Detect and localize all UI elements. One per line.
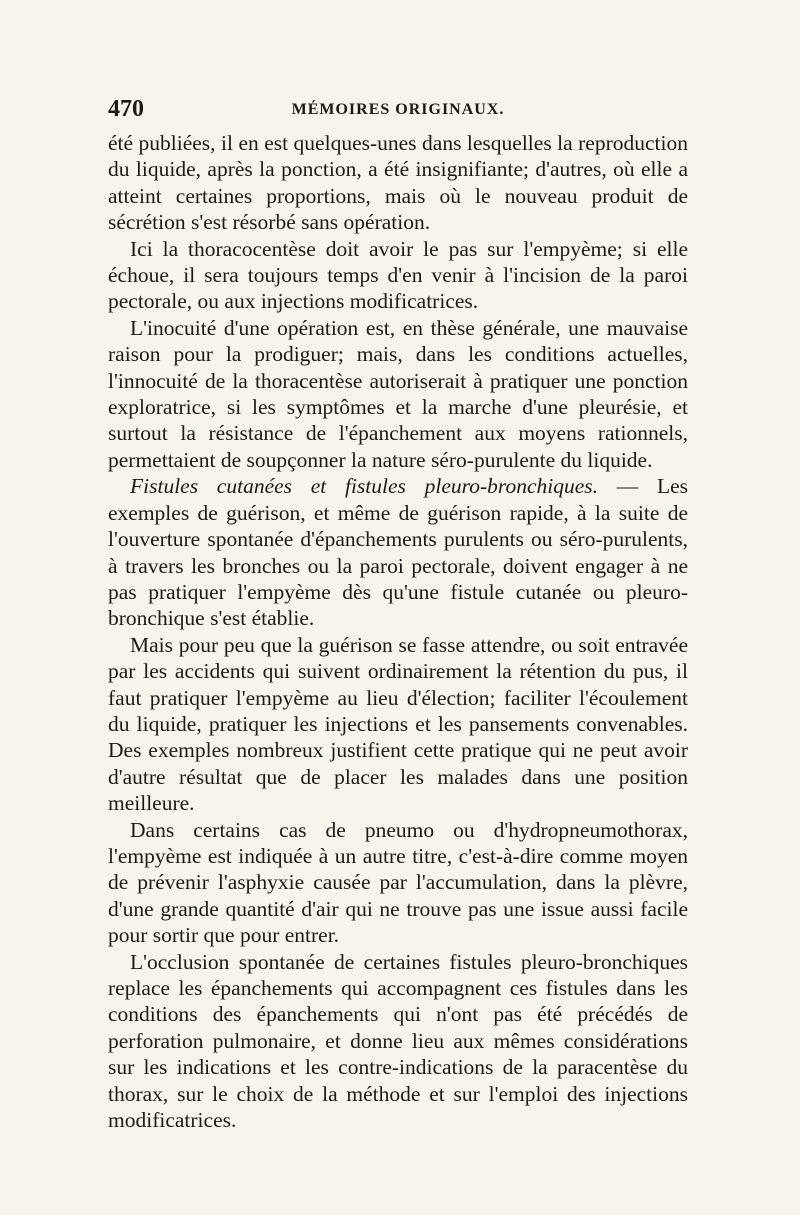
- paragraph: [108, 632, 688, 817]
- paragraph: [108, 236, 688, 315]
- paragraph-text: Dans certains cas de pneumo ou d'hydropneumothorax, l'empyème est indiquée à un autre titre, c'est-à-dire comme moyen de prévenir l'asphyxie causée par l'accumulation, dans la plèvre, d'une grande quantité d'air qui ne trouve pas une issue aussi facile pour sortir que pour entrer.: [108, 817, 688, 948]
- paragraph: [108, 315, 688, 473]
- paragraph-text: Mais pour peu que la guérison se fasse attendre, ou soit entravée par les accidents qui suivent ordinairement la rétention du pus, il faut pratiquer l'empyème au lieu d'élection; faciliter l'écoulement du liquide, pratiquer les injections et les pansements convenables. Des exemples nombreux justifient cette pratique qui ne peut avoir d'autre résultat que de placer les malades dans une position meilleure.: [108, 632, 688, 816]
- page-number: 470: [108, 96, 144, 122]
- paragraph-text: L'inocuité d'une opération est, en thèse générale, une mauvaise raison pour la prodiguer; mais, dans les conditions actuelles, l'innocuité de la thoracentèse autoriserait à pratiquer une ponction exploratrice, si les symptômes et la marche d'une pleurésie, et surtout la résistance de l'épanchement aux moyens rationnels, permettaient de soupçonner la nature séro-purulente du liquide.: [108, 315, 688, 472]
- running-title: MÉMOIRES ORIGINAUX.: [291, 101, 505, 118]
- paragraph: [108, 817, 688, 949]
- body-text: [108, 130, 688, 1133]
- paragraph-text: — Les exemples de guérison, et même de guérison rapide, à la suite de l'ouverture spontanée d'épanchements purulents ou séro-purulents, à travers les bronches ou la paroi pectorale, doivent engager à ne pas pratiquer l'empyème dès qu'une fistule cutanée ou pleuro-bronchique s'est établie.: [108, 474, 688, 631]
- paragraph-text: été publiées, il en est quelques-unes dans lesquelles la reproduction du liquide, après la ponction, a été insignifiante; d'autres, où elle a atteint certaines proportions, mais où le nouveau produit de sécrétion s'est résorbé sans opération.: [108, 131, 688, 235]
- page-header: [108, 96, 688, 126]
- section-title: Fistules cutanées et fistules pleuro-bronchiques.: [130, 474, 598, 499]
- paragraph-text: Ici la thoracocentèse doit avoir le pas sur l'empyème; si elle échoue, il sera toujours temps d'en venir à l'incision de la paroi pectorale, ou aux injections modificatrices.: [108, 236, 688, 314]
- paragraph: [108, 130, 688, 236]
- paragraph-text: L'occlusion spontanée de certaines fistules pleuro-bronchiques replace les épanchements qui accompagnent ces fistules dans les conditions des épanchements qui n'ont pas été précédés de perforation pulmonaire, et donne lieu aux mêmes considérations sur les indications et les contre-indications de la paracentèse du thorax, sur le choix de la méthode et sur l'emploi des injections modificatrices.: [108, 949, 688, 1133]
- document-page: [108, 96, 688, 1133]
- paragraph: [108, 473, 688, 631]
- paragraph: [108, 949, 688, 1134]
